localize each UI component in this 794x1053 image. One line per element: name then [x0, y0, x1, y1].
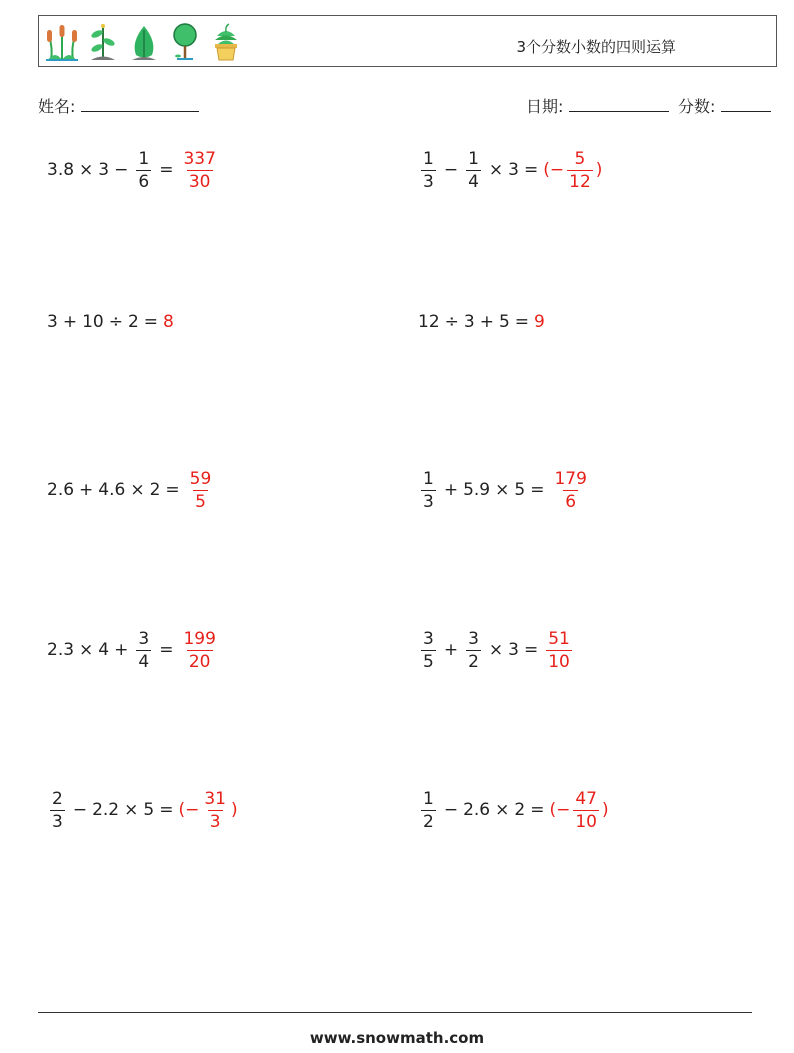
- number: 2.6: [463, 800, 491, 820]
- operator: ÷: [108, 312, 123, 332]
- fraction: [50, 789, 65, 832]
- answer: [543, 149, 602, 192]
- minus-sign: −: [549, 160, 565, 180]
- equals-sign: =: [530, 480, 545, 500]
- denominator: 3: [423, 491, 434, 512]
- worksheet-title: 3个分数小数的四则运算: [516, 38, 676, 56]
- denominator: 20: [188, 651, 211, 672]
- number: 2: [149, 480, 161, 500]
- answer: [178, 789, 237, 832]
- numerator: 51: [548, 628, 570, 649]
- answer: [549, 469, 591, 512]
- answer: [178, 149, 220, 192]
- number: 3.8: [47, 160, 75, 180]
- operator: +: [443, 480, 459, 500]
- number: 2: [514, 800, 526, 820]
- denominator: 6: [565, 491, 577, 512]
- number: 2.2: [92, 800, 120, 820]
- numerator: 3: [468, 628, 479, 649]
- operator: +: [114, 640, 129, 660]
- name-blank: [81, 97, 199, 112]
- number: 3: [508, 160, 519, 180]
- number: 4: [98, 640, 110, 660]
- number: 2: [127, 312, 139, 332]
- equals-sign: =: [523, 160, 539, 180]
- operator: −: [443, 800, 459, 820]
- fraction: [202, 789, 228, 832]
- fraction: [567, 149, 593, 192]
- numerator: 47: [575, 788, 597, 809]
- problem-7: [47, 629, 221, 671]
- name-label: 姓名:: [38, 97, 76, 116]
- operator: +: [443, 640, 459, 660]
- operator: ×: [79, 640, 94, 660]
- equals-sign: =: [530, 800, 545, 820]
- problem-10: [418, 789, 609, 831]
- worksheet-header: [38, 15, 777, 67]
- fraction: [181, 149, 217, 192]
- problem-5: [47, 469, 216, 511]
- numerator: 199: [183, 628, 216, 649]
- potted-plant-icon: [209, 22, 243, 62]
- problem-6: [418, 469, 592, 511]
- numerator: 1: [468, 148, 479, 169]
- equals-sign: =: [159, 640, 174, 660]
- problem-3: [47, 301, 174, 343]
- denominator: 3: [209, 811, 221, 832]
- fraction: [421, 149, 436, 192]
- numerator: 1: [423, 148, 434, 169]
- operator: ×: [130, 480, 145, 500]
- cattail-plant-icon: [45, 22, 79, 62]
- operator: +: [479, 312, 494, 332]
- denominator: 3: [423, 171, 434, 192]
- leaf-plant-icon: [127, 22, 161, 62]
- number: 3: [463, 312, 475, 332]
- denominator: 30: [188, 171, 211, 192]
- problem-2: [418, 149, 602, 191]
- fraction: [181, 629, 217, 672]
- number: 12: [418, 312, 440, 332]
- denominator: 4: [138, 651, 150, 672]
- open-paren: (: [549, 800, 557, 820]
- denominator: 12: [569, 171, 591, 192]
- problem-4: [418, 301, 545, 343]
- operator: −: [114, 160, 129, 180]
- equals-sign: =: [165, 480, 180, 500]
- fraction: [188, 469, 214, 512]
- answer: [185, 469, 217, 512]
- round-tree-icon: [168, 22, 202, 62]
- numerator: 179: [554, 468, 587, 489]
- number: 5: [498, 312, 510, 332]
- number: 3: [98, 160, 110, 180]
- operator: ×: [124, 800, 139, 820]
- fraction: [466, 149, 481, 192]
- operator: −: [443, 160, 459, 180]
- minus-sign: −: [185, 800, 200, 820]
- numerator: 2: [52, 788, 63, 809]
- numerator: 1: [423, 468, 434, 489]
- operator: ×: [79, 160, 94, 180]
- problem-9: [47, 789, 238, 831]
- denominator: 2: [468, 651, 479, 672]
- fraction: [421, 789, 436, 832]
- numerator: 3: [423, 628, 434, 649]
- number: 2.6: [47, 480, 75, 500]
- score-field: [678, 94, 771, 117]
- answer: [178, 629, 220, 672]
- denominator: 5: [423, 651, 434, 672]
- numerator: 59: [189, 468, 212, 489]
- equals-sign: =: [523, 640, 539, 660]
- number: 3: [47, 312, 58, 332]
- header-icons: [45, 20, 243, 64]
- denominator: 4: [468, 171, 479, 192]
- numerator: 31: [204, 788, 226, 809]
- number: 2.3: [47, 640, 75, 660]
- number: 5.9: [463, 480, 491, 500]
- denominator: 10: [575, 811, 597, 832]
- problem-1: [47, 149, 221, 191]
- sprout-plant-icon: [86, 22, 120, 62]
- fraction: [421, 469, 436, 512]
- denominator: 2: [423, 811, 434, 832]
- denominator: 10: [548, 651, 570, 672]
- date-field: [526, 94, 669, 117]
- number: 5: [143, 800, 155, 820]
- answer: [549, 789, 608, 832]
- equals-sign: =: [514, 312, 530, 332]
- footer-divider: [38, 1012, 752, 1013]
- answer-number: 8: [163, 312, 174, 332]
- operator: ×: [488, 640, 504, 660]
- operator: +: [62, 312, 78, 332]
- answer: [163, 312, 174, 332]
- numerator: 1: [423, 788, 434, 809]
- number: 5: [514, 480, 526, 500]
- operator: ×: [495, 800, 510, 820]
- footer-url: www.snowmath.com: [309, 1029, 485, 1047]
- score-label: 分数:: [678, 97, 716, 116]
- answer: [534, 312, 545, 332]
- answer-number: 9: [534, 312, 545, 332]
- number: 10: [82, 312, 104, 332]
- minus-sign: −: [556, 800, 571, 820]
- operator: ×: [488, 160, 504, 180]
- close-paren: ): [595, 160, 603, 180]
- operator: ÷: [444, 312, 459, 332]
- problem-8: [418, 629, 575, 671]
- close-paren: ): [601, 800, 609, 820]
- operator: ×: [495, 480, 510, 500]
- date-blank: [569, 97, 669, 112]
- score-blank: [721, 97, 771, 112]
- numerator: 1: [138, 148, 150, 169]
- equals-sign: =: [143, 312, 159, 332]
- number: 4.6: [98, 480, 126, 500]
- numerator: 3: [138, 628, 150, 649]
- fraction: [136, 629, 151, 672]
- denominator: 5: [195, 491, 206, 512]
- fraction: [546, 629, 572, 672]
- number: 3: [508, 640, 519, 660]
- fraction: [552, 469, 588, 512]
- fraction: [573, 789, 599, 832]
- numerator: 337: [183, 148, 216, 169]
- answer: [543, 629, 575, 672]
- equals-sign: =: [159, 800, 174, 820]
- fraction: [136, 149, 151, 192]
- operator: −: [72, 800, 88, 820]
- operator: +: [79, 480, 94, 500]
- fraction: [466, 629, 481, 672]
- equals-sign: =: [159, 160, 174, 180]
- close-paren: ): [230, 800, 238, 820]
- denominator: 6: [138, 171, 150, 192]
- date-label: 日期:: [526, 97, 564, 116]
- fraction: [421, 629, 436, 672]
- open-paren: (: [543, 160, 550, 180]
- name-field: [38, 94, 199, 117]
- denominator: 3: [52, 811, 63, 832]
- numerator: 5: [574, 148, 586, 169]
- open-paren: (: [178, 800, 186, 820]
